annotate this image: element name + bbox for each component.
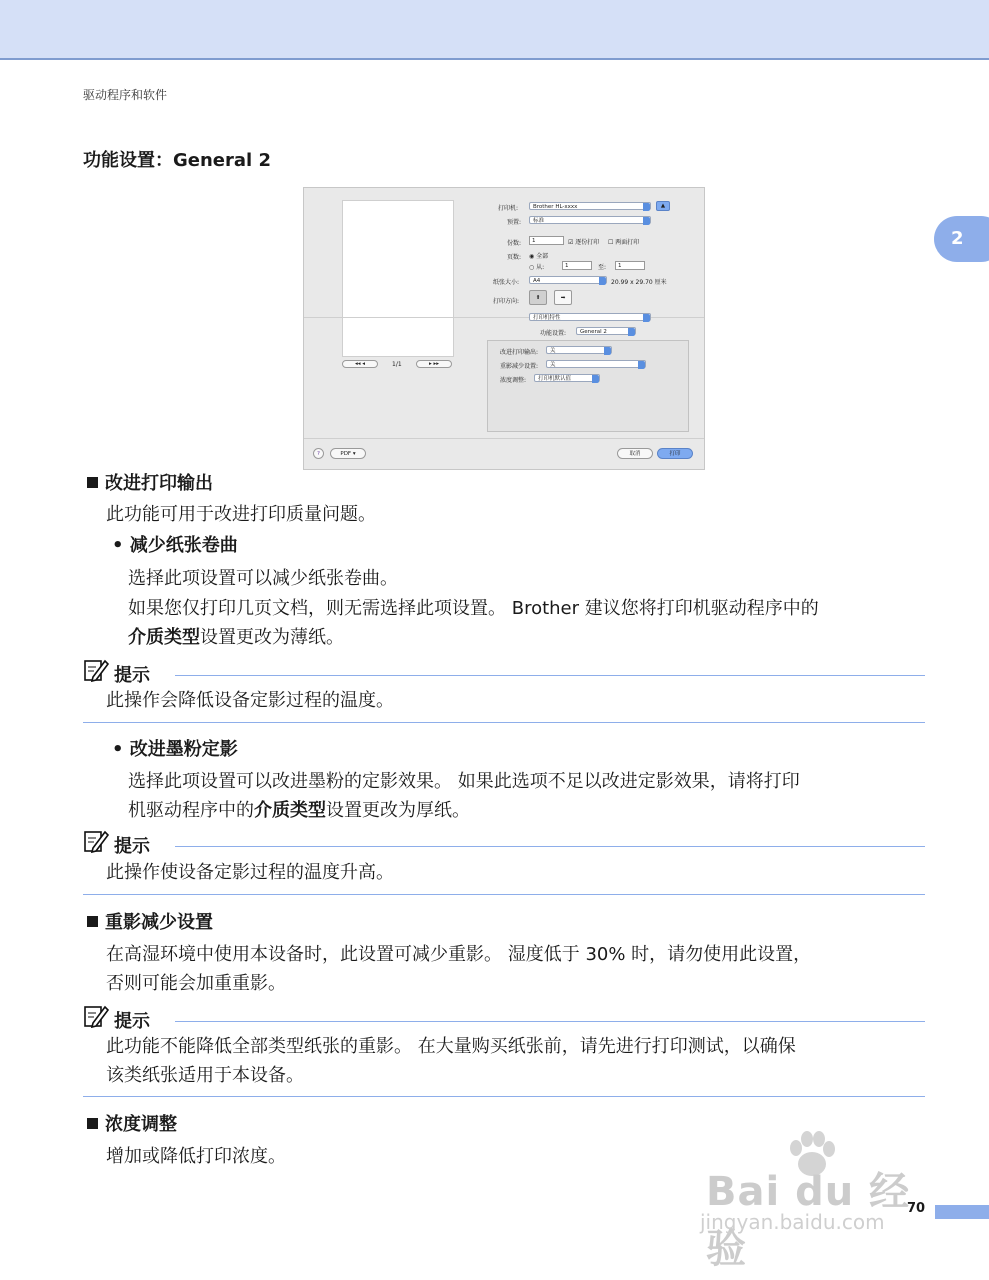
paper-size-value: A4 bbox=[533, 278, 541, 284]
printer-info-button: ▲ bbox=[656, 201, 670, 211]
note-2-bottom-rule bbox=[83, 894, 925, 895]
printer-label: 打印机: bbox=[498, 205, 519, 212]
note-2-text: 此操作使设备定影过程的温度升高。 bbox=[106, 862, 394, 883]
collate-label: 逐份打印 bbox=[575, 239, 600, 246]
curl-p1: 选择此项设置可以减少纸张卷曲。 bbox=[128, 568, 398, 589]
pdf-button: PDF ▾ bbox=[330, 448, 366, 459]
ghost-p1: 在高湿环境中使用本设备时，此设置可减少重影。 湿度低于 30% 时，请勿使用此设置， bbox=[106, 944, 812, 965]
curl-p2-end: 设置更改为薄纸。 bbox=[200, 627, 344, 648]
running-header: 驱动程序和软件 bbox=[83, 88, 168, 102]
preset-select bbox=[529, 216, 651, 224]
page-number: 70 bbox=[907, 1201, 926, 1216]
pane-value: 打印机特性 bbox=[533, 315, 561, 321]
toner-heading-text: 改进墨粉定影 bbox=[129, 739, 238, 760]
bullet-square-icon bbox=[87, 916, 98, 927]
print-dialog-screenshot bbox=[303, 187, 705, 470]
chevron-icon bbox=[643, 314, 650, 322]
landscape-icon: ➡ bbox=[554, 290, 572, 305]
chevron-icon bbox=[643, 203, 650, 211]
density-p1: 增加或降低打印浓度。 bbox=[106, 1146, 286, 1167]
print-button: 打印 bbox=[657, 448, 693, 459]
watermark-brand: Bai du 经验 bbox=[706, 1169, 911, 1272]
density-heading bbox=[87, 1111, 177, 1139]
note-1-text: 此操作会降低设备定影过程的温度。 bbox=[106, 690, 394, 711]
pages-from-radio: ○ 从: bbox=[529, 264, 545, 271]
note-3-line2: 该类纸张适用于本设备。 bbox=[106, 1065, 304, 1086]
note-label: 提示 bbox=[114, 836, 150, 857]
note-3 bbox=[83, 1007, 925, 1035]
help-icon: ? bbox=[313, 448, 324, 459]
top-band bbox=[0, 0, 989, 60]
note-2 bbox=[83, 832, 925, 860]
preview-nav-back-button bbox=[342, 360, 378, 368]
chevron-icon bbox=[628, 328, 635, 336]
chevron-icon bbox=[638, 361, 645, 369]
note-rule bbox=[175, 675, 925, 676]
copies-field: 1 bbox=[529, 236, 564, 245]
paper-size-label: 纸张大小: bbox=[493, 279, 520, 286]
ghost-select bbox=[546, 360, 646, 368]
duplex-checkbox: ☐ 两面打印 bbox=[608, 239, 640, 246]
note-1 bbox=[83, 661, 925, 689]
feature-sets-value: General 2 bbox=[580, 329, 607, 335]
preview-nav-forward-button bbox=[416, 360, 452, 368]
bullet-square-icon bbox=[87, 1118, 98, 1129]
nav-first-icon: ◂◂ bbox=[354, 361, 361, 367]
chevron-icon bbox=[599, 277, 606, 285]
improve-value: 关 bbox=[550, 348, 556, 354]
note-pencil-icon bbox=[83, 828, 109, 854]
curl-p2 bbox=[128, 595, 819, 623]
copies-label: 份数: bbox=[507, 240, 522, 247]
pages-all-label: 全部 bbox=[536, 253, 549, 260]
pages-label: 页数: bbox=[507, 254, 522, 261]
curl-p2-cont bbox=[128, 624, 344, 652]
printer-value: Brother HL-xxxx bbox=[533, 204, 578, 210]
nav-last-icon: ▸▸ bbox=[433, 361, 440, 367]
improve-label: 改进打印输出: bbox=[500, 349, 539, 356]
feature-panel bbox=[487, 340, 689, 432]
collate-checkbox: ☑ 逐份打印 bbox=[568, 239, 600, 246]
nav-prev-icon: ◂ bbox=[362, 361, 366, 367]
chevron-icon bbox=[604, 347, 611, 355]
portrait-icon: ⬆ bbox=[529, 290, 547, 305]
density-value: 打印机默认值 bbox=[538, 376, 572, 382]
page-number-bar bbox=[935, 1205, 989, 1219]
note-pencil-icon bbox=[83, 1003, 109, 1029]
orientation-label: 打印方向: bbox=[493, 298, 520, 305]
toner-p1: 选择此项设置可以改进墨粉的定影效果。 如果此选项不足以改进定影效果，请将打印 bbox=[128, 771, 800, 792]
note-pencil-icon bbox=[83, 657, 109, 683]
feature-sets-label: 功能设置: bbox=[540, 330, 567, 337]
section-title: 功能设置：General 2 bbox=[83, 150, 271, 171]
pages-from-label: 从: bbox=[536, 264, 545, 271]
ghost-p2: 否则可能会加重重影。 bbox=[106, 973, 286, 994]
feature-sets-select bbox=[576, 327, 636, 335]
nav-next-icon: ▸ bbox=[428, 361, 432, 367]
pages-to-field: 1 bbox=[615, 261, 645, 270]
ghost-heading bbox=[87, 909, 213, 937]
toner-heading: • 改进墨粉定影 bbox=[112, 739, 238, 760]
note-rule bbox=[175, 846, 925, 847]
bullet-square-icon bbox=[87, 477, 98, 488]
ghost-label: 重影减少设置: bbox=[500, 363, 539, 370]
improve-heading-text: 改进打印输出 bbox=[105, 473, 213, 494]
media-type-term: 介质类型 bbox=[128, 627, 200, 648]
note-label: 提示 bbox=[114, 665, 150, 686]
chapter-tab: 2 bbox=[934, 216, 989, 262]
paper-size-select bbox=[529, 276, 607, 284]
density-heading-text: 浓度调整 bbox=[105, 1114, 177, 1135]
page-indicator: 1/1 bbox=[392, 361, 402, 368]
note-1-bottom-rule bbox=[83, 722, 925, 723]
toner-p2 bbox=[128, 797, 470, 825]
pages-to-label: 至: bbox=[598, 264, 607, 271]
preset-label: 预置: bbox=[507, 219, 522, 226]
pages-all-radio: ◉ 全部 bbox=[529, 253, 549, 260]
curl-heading: • 减少纸张卷曲 bbox=[112, 535, 238, 556]
toner-p2-end: 设置更改为厚纸。 bbox=[326, 800, 470, 821]
improve-select bbox=[546, 346, 612, 354]
pages-from-field: 1 bbox=[562, 261, 592, 270]
page-preview bbox=[342, 200, 454, 357]
curl-heading-text: 减少纸张卷曲 bbox=[129, 535, 238, 556]
printer-select bbox=[529, 202, 651, 210]
ghost-value: 关 bbox=[550, 362, 556, 368]
improve-heading bbox=[87, 470, 213, 498]
curl-p2-text: 如果您仅打印几页文档，则无需选择此项设置。 Brother 建议您将打印机驱动程序中的 bbox=[128, 598, 819, 619]
paper-dimensions: 20.99 x 29.70 厘米 bbox=[611, 279, 667, 286]
watermark-url: jingyan.baidu.com bbox=[700, 1210, 885, 1234]
note-3-bottom-rule bbox=[83, 1096, 925, 1097]
baidu-watermark bbox=[700, 1130, 930, 1272]
note-rule bbox=[175, 1021, 925, 1022]
divider bbox=[304, 438, 704, 439]
note-3-line1: 此功能不能降低全部类型纸张的重影。 在大量购买纸张前，请先进行打印测试，以确保 bbox=[106, 1036, 796, 1057]
ghost-heading-text: 重影减少设置 bbox=[105, 912, 213, 933]
improve-intro: 此功能可用于改进打印质量问题。 bbox=[106, 504, 376, 525]
density-label: 浓度调整: bbox=[500, 377, 527, 384]
chevron-icon bbox=[592, 375, 599, 383]
density-select bbox=[534, 374, 600, 382]
media-type-term: 介质类型 bbox=[254, 800, 326, 821]
pane-select bbox=[529, 313, 651, 321]
cancel-button: 取消 bbox=[617, 448, 653, 459]
note-label: 提示 bbox=[114, 1011, 150, 1032]
duplex-label: 两面打印 bbox=[615, 239, 640, 246]
toner-p2-text: 机驱动程序中的 bbox=[128, 800, 254, 821]
preset-value: 标准 bbox=[533, 218, 545, 224]
chevron-icon bbox=[643, 217, 650, 225]
